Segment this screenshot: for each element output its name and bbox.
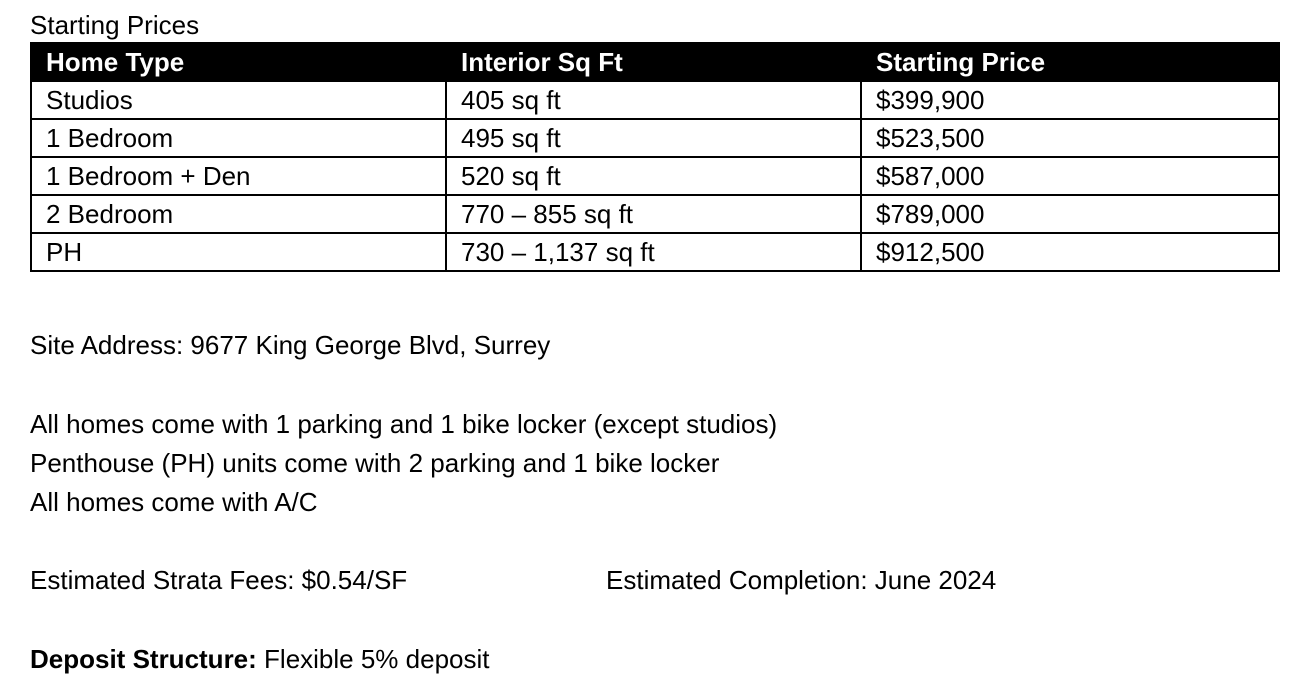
header-interior-sq-ft: Interior Sq Ft <box>446 43 861 81</box>
header-home-type: Home Type <box>31 43 446 81</box>
starting-prices-table <box>30 42 1280 272</box>
note-penthouse-parking: Penthouse (PH) units come with 2 parking and 1 bike locker <box>30 448 720 478</box>
table-row <box>31 195 1279 233</box>
note-parking: All homes come with 1 parking and 1 bike locker (except studios) <box>30 409 778 439</box>
cell-interior-sq-ft: 405 sq ft <box>446 81 861 119</box>
table-row <box>31 81 1279 119</box>
table-row <box>31 119 1279 157</box>
fees-completion-line <box>30 561 1280 600</box>
cell-home-type: Studios <box>31 81 446 119</box>
cell-interior-sq-ft: 495 sq ft <box>446 119 861 157</box>
table-header-row <box>31 43 1279 81</box>
deposit-structure <box>30 640 490 679</box>
table-caption: Starting Prices <box>30 10 200 40</box>
note-air-conditioning: All homes come with A/C <box>30 487 318 517</box>
cell-home-type: 1 Bedroom + Den <box>31 157 446 195</box>
table-row <box>31 233 1279 271</box>
cell-interior-sq-ft: 730 – 1,137 sq ft <box>446 233 861 271</box>
cell-starting-price: $587,000 <box>861 157 1279 195</box>
deposit-label: Deposit Structure: <box>30 644 257 674</box>
deposit-value: Flexible 5% deposit <box>256 644 490 674</box>
cell-interior-sq-ft: 520 sq ft <box>446 157 861 195</box>
site-address: Site Address: 9677 King George Blvd, Surrey <box>30 330 551 360</box>
cell-interior-sq-ft: 770 – 855 sq ft <box>446 195 861 233</box>
cell-starting-price: $523,500 <box>861 119 1279 157</box>
document <box>30 8 1280 674</box>
cell-home-type: PH <box>31 233 446 271</box>
header-starting-price: Starting Price <box>861 43 1279 81</box>
strata-fees: Estimated Strata Fees: $0.54/SF <box>30 565 408 595</box>
cell-starting-price: $789,000 <box>861 195 1279 233</box>
estimated-completion: Estimated Completion: June 2024 <box>606 565 997 595</box>
cell-home-type: 2 Bedroom <box>31 195 446 233</box>
cell-home-type: 1 Bedroom <box>31 119 446 157</box>
cell-starting-price: $399,900 <box>861 81 1279 119</box>
table-row <box>31 157 1279 195</box>
cell-starting-price: $912,500 <box>861 233 1279 271</box>
amenity-notes <box>30 405 777 522</box>
